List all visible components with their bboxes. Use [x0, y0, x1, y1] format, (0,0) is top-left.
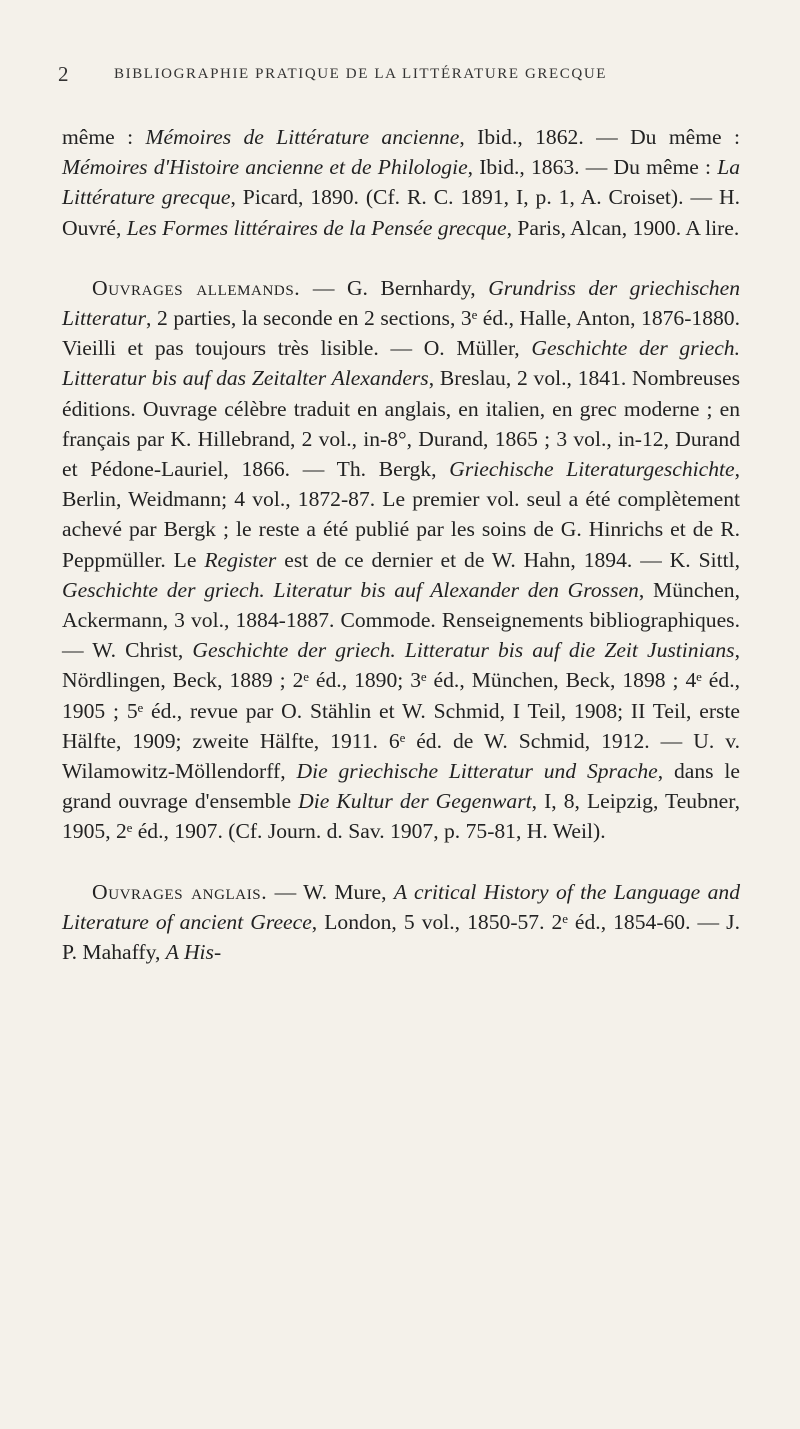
page-number: 2	[58, 62, 69, 86]
text-run: , London, 5 vol., 1850-57. 2ᵉ éd., 1854-60. — J. P. Mahaffy,	[62, 909, 740, 965]
book-title: Geschichte der griech. Litteratur bis auf die Zeit Justinians	[192, 638, 735, 663]
text-run: , Nördlingen, Beck, 1889 ; 2ᵉ éd., 1890; 3ᵉ éd., München, Beck, 1898 ; 4ᵉ éd., 1905 ; 5ᵉ éd., revue par O. Stählin et W. Schmid, I Teil, 1908; II Teil, erste Hälfte, 1909; zweite Hälfte, 1911. 6ᵉ éd. de W. Schmid, 1912. — U. v. Wilamowitz-Möllendorff,	[62, 638, 740, 784]
text-run: , Ibid., 1863. — Du même :	[467, 155, 718, 180]
text-run: , Picard, 1890. (Cf. R. C. 1891, I, p. 1, A. Croiset). — H. Ouvré,	[62, 185, 740, 240]
book-title: Mémoires de Littérature ancienne	[145, 125, 460, 149]
paragraph-german-works	[62, 273, 740, 847]
text-run: — G. Bernhardy,	[300, 275, 489, 300]
text-run: , München, Ackermann, 3 vol., 1884-1887. Commode. Renseignements bibliographiques. — W. Christ,	[62, 577, 740, 663]
book-title: Die griechische Litteratur und Sprache	[296, 759, 658, 784]
text-run: , 2 parties, la seconde en 2 sections, 3ᵉ éd., Halle, Anton, 1876-1880. Vieilli et pas toujours très lisible. — O. Müller,	[62, 306, 740, 361]
text-run: , dans le grand ouvrage d'ensemble	[62, 759, 740, 814]
paragraph-continuation	[62, 122, 740, 243]
book-title: Geschichte der griech. Literatur bis auf Alexander den Grossen	[62, 577, 639, 602]
running-title: BIBLIOGRAPHIE PRATIQUE DE LA LITTÉRATURE GRECQUE	[114, 66, 608, 82]
book-title: Register	[204, 547, 277, 572]
paragraph-spacer	[62, 847, 740, 877]
running-header	[58, 62, 738, 86]
book-title: A His-	[165, 940, 222, 965]
book-title: Griechische Literaturgeschichte	[449, 457, 735, 482]
text-run: , Ibid., 1862. — Du même :	[459, 125, 741, 149]
section-lead: Ouvrages anglais.	[92, 879, 268, 904]
book-title: A critical History of the Language and Literature of ancient Greece	[62, 879, 741, 934]
text-run: , Paris, Alcan, 1900. A lire.	[506, 215, 740, 240]
book-title: Mémoires d'Histoire ancienne et de Philologie	[62, 155, 468, 180]
book-title: Les Formes littéraires de la Pensée grecque	[126, 215, 507, 240]
text-run: même :	[62, 125, 146, 149]
text-run: , I, 8, Leipzig, Teubner, 1905, 2ᵉ éd., 1907. (Cf. Journ. d. Sav. 1907, p. 75-81, H. Weil).	[62, 789, 740, 844]
body-text	[62, 122, 740, 967]
text-run: est de ce dernier et de W. Hahn, 1894. — K. Sittl,	[276, 547, 740, 572]
text-run: — W. Mure,	[267, 879, 394, 904]
book-title: La Littérature grecque	[62, 155, 740, 210]
section-lead: Ouvrages allemands.	[92, 275, 301, 300]
text-run: , Berlin, Weidmann; 4 vol., 1872-87. Le premier vol. seul a été complètement achevé par Bergk ; le reste a été publié par les soins de G. Hinrichs et de R. Peppmüller. Le	[62, 457, 740, 572]
text-run: , Breslau, 2 vol., 1841. Nombreuses éditions. Ouvrage célèbre traduit en anglais, en italien, en grec moderne ; en français par K. Hillebrand, 2 vol., in-8°, Durand, 1865 ; 3 vol., in-12, Durand et Pédone-Lauriel, 1866. — Th. Bergk,	[62, 366, 740, 482]
paragraph-spacer	[62, 243, 740, 273]
paragraph-english-works	[62, 877, 740, 968]
book-title: Grundriss der griechischen Litteratur	[62, 275, 740, 331]
book-title: Geschichte der griech. Litteratur bis auf das Zeitalter Alexanders	[62, 336, 740, 391]
book-title: Die Kultur der Gegenwart	[298, 789, 532, 814]
